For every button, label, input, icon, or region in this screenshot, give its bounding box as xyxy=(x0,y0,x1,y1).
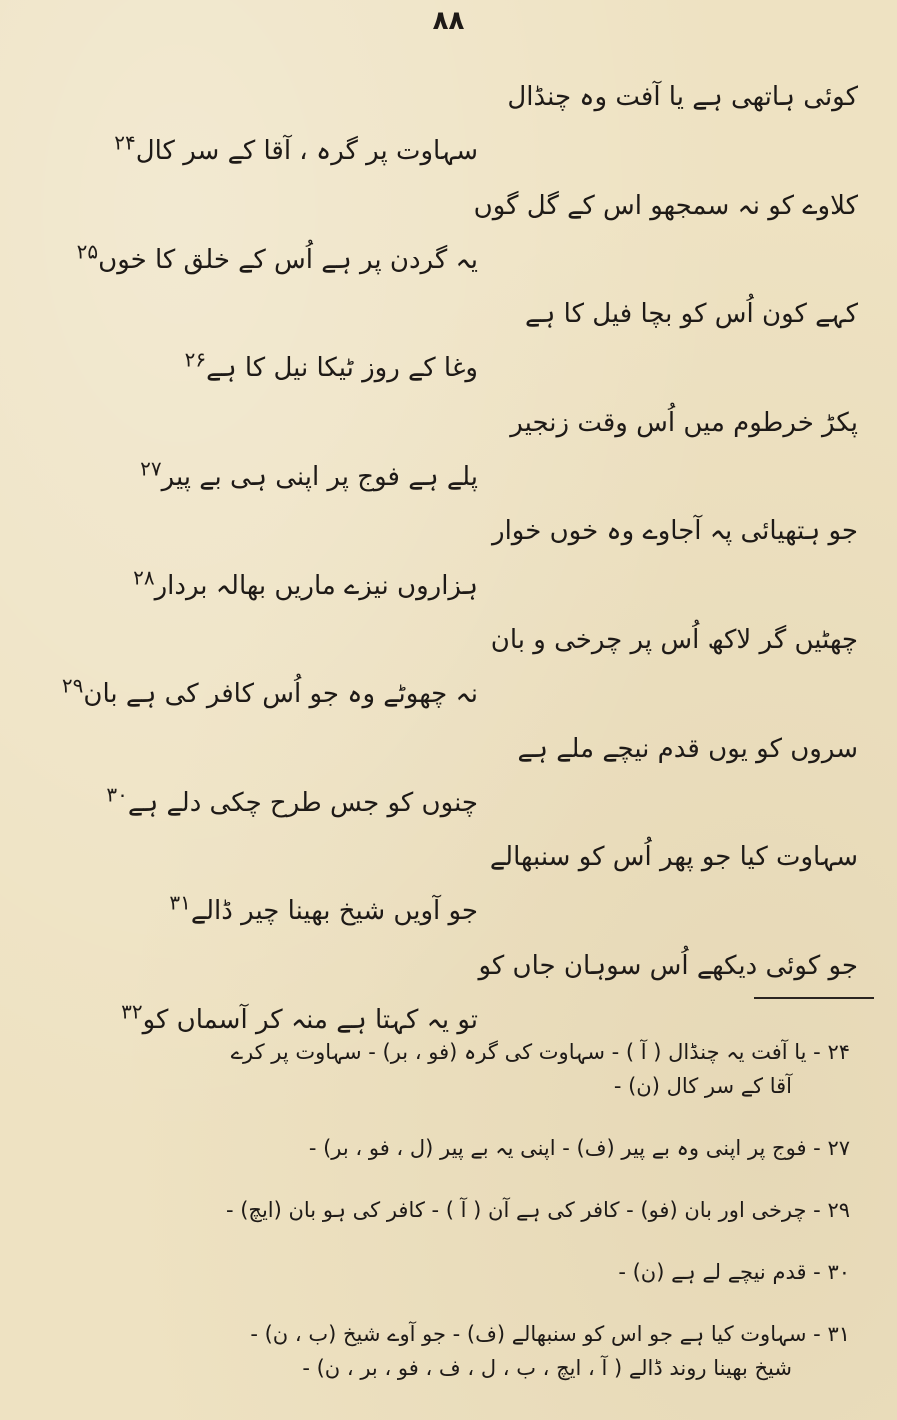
verse-line-numbered xyxy=(20,233,870,287)
verse-text: ہزاروں نیزے ماریں بھالہ بردار xyxy=(154,570,478,601)
verse-number: ۲۷ xyxy=(140,456,162,481)
verse-number: ۳۱ xyxy=(169,890,191,915)
footnote: ۲۴ - یا آفت یہ چنڈال ( آ ) - سہاوت کی گرہ (فو ، بر) - سہاوت پر کرے xyxy=(230,1040,850,1064)
footnote: ۲۷ - فوج پر اپنی وہ بے پیر (ف) - اپنی یہ بے پیر (ل ، فو ، بر) - xyxy=(308,1136,850,1160)
verse-line: کلاوے کو نہ سمجھو اس کے گل گوں xyxy=(473,190,858,221)
verse-line: کوئی ہاتھی ہے یا آفت وہ چنڈال xyxy=(507,82,858,112)
verse-block xyxy=(20,70,870,1047)
verse-number: ۲۹ xyxy=(61,673,84,698)
verse-line: جو کوئی دیکھے اُس سوہان جاں کو xyxy=(478,950,858,981)
footnotes xyxy=(40,1035,850,1385)
verse-text: یہ گردن پر ہے اُس کے خلق کا خوں xyxy=(98,244,478,275)
verse-line-numbered xyxy=(20,341,870,395)
verse-number: ۳۲ xyxy=(121,999,143,1024)
verse-number: ۲۸ xyxy=(133,565,155,590)
verse-line-numbered xyxy=(20,884,870,938)
verse-number: ۲۴ xyxy=(114,130,136,155)
verse-text: چنوں کو جس طرح چکی دلے ہے xyxy=(127,787,478,818)
verse-line-numbered xyxy=(20,776,870,830)
verse-line: چھٹیں گر لاکھ اُس پر چرخی و بان xyxy=(490,624,858,655)
verse-line-numbered xyxy=(20,124,870,178)
verse-text: سہاوت پر گرہ ، آقا کے سر کال xyxy=(135,136,478,167)
verse-text: تو یہ کہتا ہے منہ کر آسماں کو xyxy=(142,1005,478,1036)
footnote: ۲۹ - چرخی اور بان (فو) - کافر کی ہے آن ( آ ) - کافر کی ہو بان (ایچ) - xyxy=(225,1198,850,1222)
verse-text: جو آویں شیخ بھینا چیر ڈالے xyxy=(190,896,478,927)
verse-line: کہے کون اُس کو بچا فیل کا ہے xyxy=(524,299,858,330)
verse-line-numbered xyxy=(20,559,870,613)
verse-line-numbered xyxy=(20,450,870,504)
verse-number: ۳۰ xyxy=(106,782,128,807)
verse-number: ۲۶ xyxy=(184,347,207,372)
verse-text: نہ چھوٹے وہ جو اُس کافر کی ہے بان xyxy=(83,679,478,710)
verse-line: پکڑ خرطوم میں اُس وقت زنجیر xyxy=(510,407,858,438)
verse-text: پلے ہے فوج پر اپنی ہی بے پیر xyxy=(161,462,478,493)
footnote-continuation: شیخ بھینا روند ڈالے ( آ ، ایچ ، ب ، ل ، ف ، فو ، بر ، ن) - xyxy=(302,1356,792,1380)
verse-line: سروں کو یوں قدم نیچے ملے ہے xyxy=(517,733,858,764)
footnote-continuation: آقا کے سر کال (ن) - xyxy=(613,1074,792,1098)
verse-number: ۲۵ xyxy=(76,239,99,264)
verse-text: وغا کے روز ٹیکا نیل کا ہے xyxy=(206,353,478,384)
verse-line-numbered xyxy=(20,667,870,721)
footnote: ۳۱ - سہاوت کیا ہے جو اس کو سنبھالے (ف) - جو آوے شیخ (ب ، ن) - xyxy=(250,1322,850,1346)
footnote: ۳۰ - قدم نیچے لے ہے (ن) - xyxy=(618,1260,850,1284)
footnote-separator xyxy=(754,997,874,999)
verse-line: جو ہتھیائی پہ آجاوے وہ خوں خوار xyxy=(492,516,858,547)
verse-line: سہاوت کیا جو پھر اُس کو سنبھالے xyxy=(489,842,858,873)
page-number: ۸۸ xyxy=(432,6,465,36)
